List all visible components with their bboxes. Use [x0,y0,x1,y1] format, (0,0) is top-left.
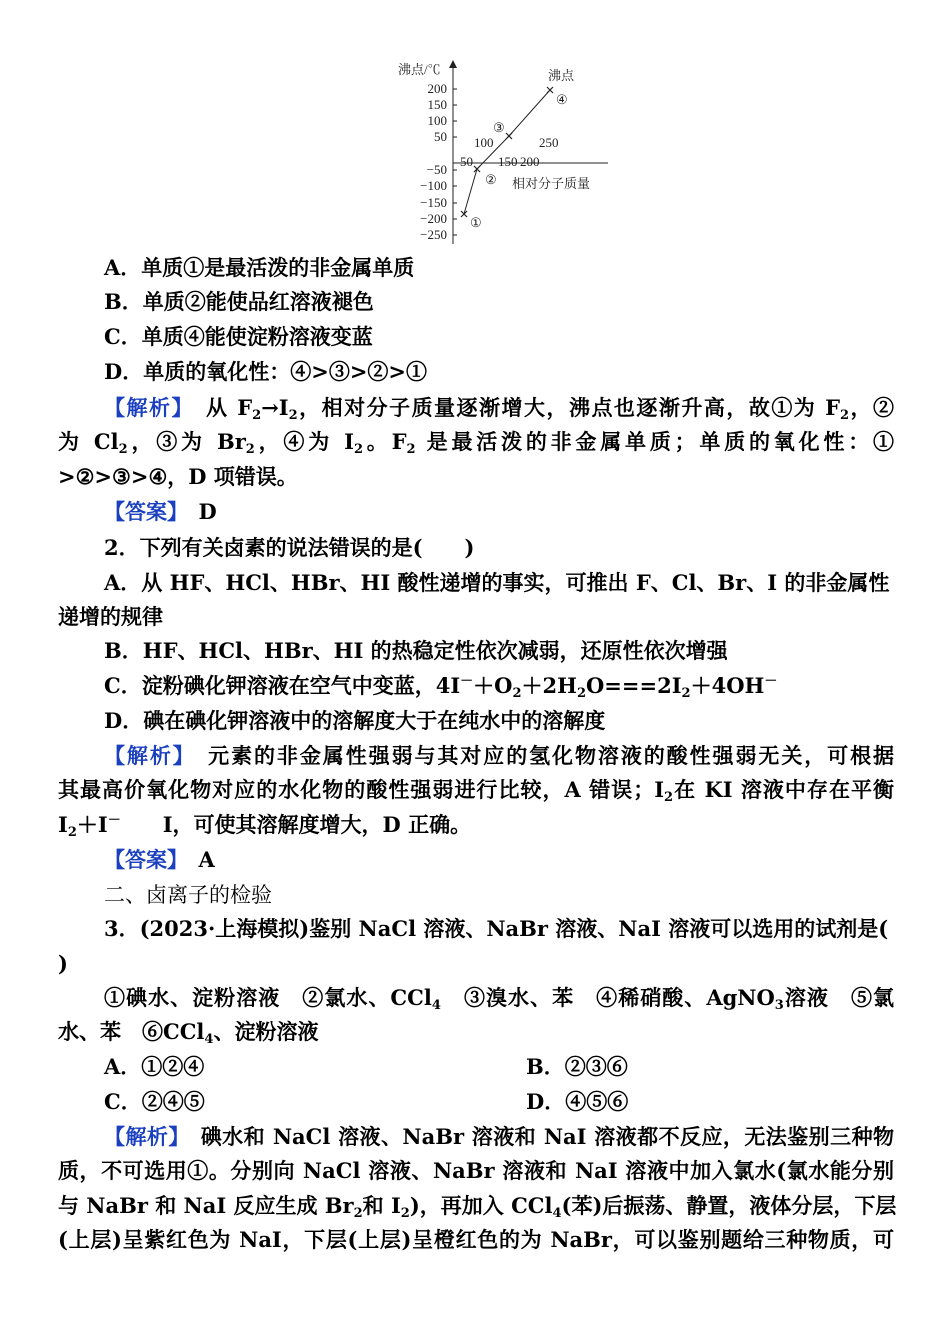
y-axis-title: 沸点/℃ [398,62,441,77]
q3-option-c: C．②④⑤ [104,1089,205,1114]
q2-analysis-line-2: 其最高价氧化物对应的水化物的酸性强弱进行比较，A 错误；$I_2$在 KI 溶液中存在平衡 [58,777,895,805]
q3-option-a: A．①②④ [104,1054,205,1079]
q1-analysis-line-3: >②>③>④，D 项错误。 [58,464,298,489]
q3-analysis-line-3: 与 NaBr 和 NaI 反应生成 $Br_2$和 $I_2$)，再加入 CCl$_4$(苯)后振荡、静置，液体分层，下层 [58,1193,897,1221]
point-label-1: ① [470,215,482,230]
curve-label: 沸点 [548,68,575,83]
q1-option-a: A．单质①是最活泼的非金属单质 [104,255,415,280]
y-tick-label: 200 [427,81,447,96]
q3-stem-line-1: 3．(2023·上海模拟)鉴别 NaCl 溶液、NaBr 溶液、NaI 溶液可以选用的试剂是( [104,916,889,941]
section-heading: 二、卤离子的检验 [104,883,272,907]
q3-stem-line-2: ) [58,951,68,976]
q3-reagents-line-2: 水、苯 ⑥CCl$_4$、淀粉溶液 [58,1019,319,1047]
q2-option-b: B．HF、HCl、HBr、HI 的热稳定性依次减弱，还原性依次增强 [104,638,728,663]
y-tick-label: −50 [426,162,447,177]
y-tick-marks [453,89,457,235]
q2-option-d: D．碘在碘化钾溶液中的溶解度大于在纯水中的溶解度 [104,708,606,733]
q2-option-a-line-2: 递增的规律 [58,604,163,629]
q1-option-c: C．单质④能使淀粉溶液变蓝 [104,324,373,349]
x-tick-label: 50 [460,154,473,169]
q2-answer: 【答案】 A [104,847,215,872]
q3-analysis-line-4: (上层)呈紫红色为 NaI，下层(上层)呈橙红色的为 NaBr，可以鉴别题给三种物质，可 [58,1227,894,1252]
y-tick-label: 50 [434,129,447,144]
y-tick-label: −100 [420,178,447,193]
point-label-4: ④ [556,92,568,107]
q3-analysis-line-1: 【解析】 碘水和 NaCl 溶液、NaBr 溶液和 NaI 溶液都不反应，无法鉴别三种物 [104,1124,895,1149]
data-point-markers [461,87,553,217]
x-tick-label: 150 [498,154,518,169]
boiling-point-line [464,90,550,214]
q3-option-b: B．②③⑥ [526,1054,628,1079]
point-label-3: ③ [493,120,505,135]
q1-analysis-line-1: 【解析】 从 $F_2\to I_2$，相对分子质量逐渐增大，沸点也逐渐升高，故①为 $F_2$，② [104,395,895,423]
boiling-point-figure [390,58,620,248]
y-tick-label: −150 [420,195,447,210]
q3-options-row-1 [104,1053,894,1081]
q2-stem: 2．下列有关卤素的说法错误的是( ) [104,535,475,560]
y-axis-arrow [449,60,457,68]
q2-option-a-line-1: A．从 HF、HCl、HBr、HI 酸性递增的事实，可推出 F、Cl、Br、I 的非金属性 [104,570,890,595]
q2-analysis-line-1: 【解析】 元素的非金属性强弱与其对应的氢化物溶液的酸性强弱无关，可根据 [104,743,895,768]
q2-analysis-line-3: $I_2+I^-$ I，可使其溶解度增大，D 正确。 [58,812,472,840]
y-tick-label: 100 [427,113,447,128]
q3-analysis-line-2: 质，不可选用①。分别向 NaCl 溶液、NaBr 溶液和 NaI 溶液中加入氯水(氯水能分别 [58,1158,894,1183]
x-tick-label: 200 [520,154,540,169]
q3-reagents-line-1: ①碘水、淀粉溶液 ②氯水、CCl$_4$ ③溴水、苯 ④稀硝酸、AgNO$_3$溶液 ⑤氯 [104,985,895,1013]
q1-option-d: D．单质的氧化性：④>③>②>① [104,359,428,384]
y-tick-label: −250 [420,227,447,242]
point-label-2: ② [485,172,497,187]
q2-option-c: C．淀粉碘化钾溶液在空气中变蓝，$4I^-+O_2+2H_2O===2I_2+4OH^-$ [104,673,778,701]
x-tick-label: 250 [539,135,559,150]
q1-answer: 【答案】 D [104,499,217,524]
q1-analysis-line-2: 为 $Cl_2$，③为 $Br_2$，④为 $I_2$。$F_2$ 是最活泼的非金属单质；单质的氧化性：① [58,429,894,457]
q1-option-b: B．单质②能使品红溶液褪色 [104,289,374,314]
y-tick-label: −200 [420,211,447,226]
q3-options-row-2 [104,1088,894,1116]
y-tick-label: 150 [427,97,447,112]
q3-option-d: D．④⑤⑥ [526,1089,629,1114]
x-tick-label: 100 [474,135,494,150]
x-axis-title: 相对分子质量 [512,176,591,191]
